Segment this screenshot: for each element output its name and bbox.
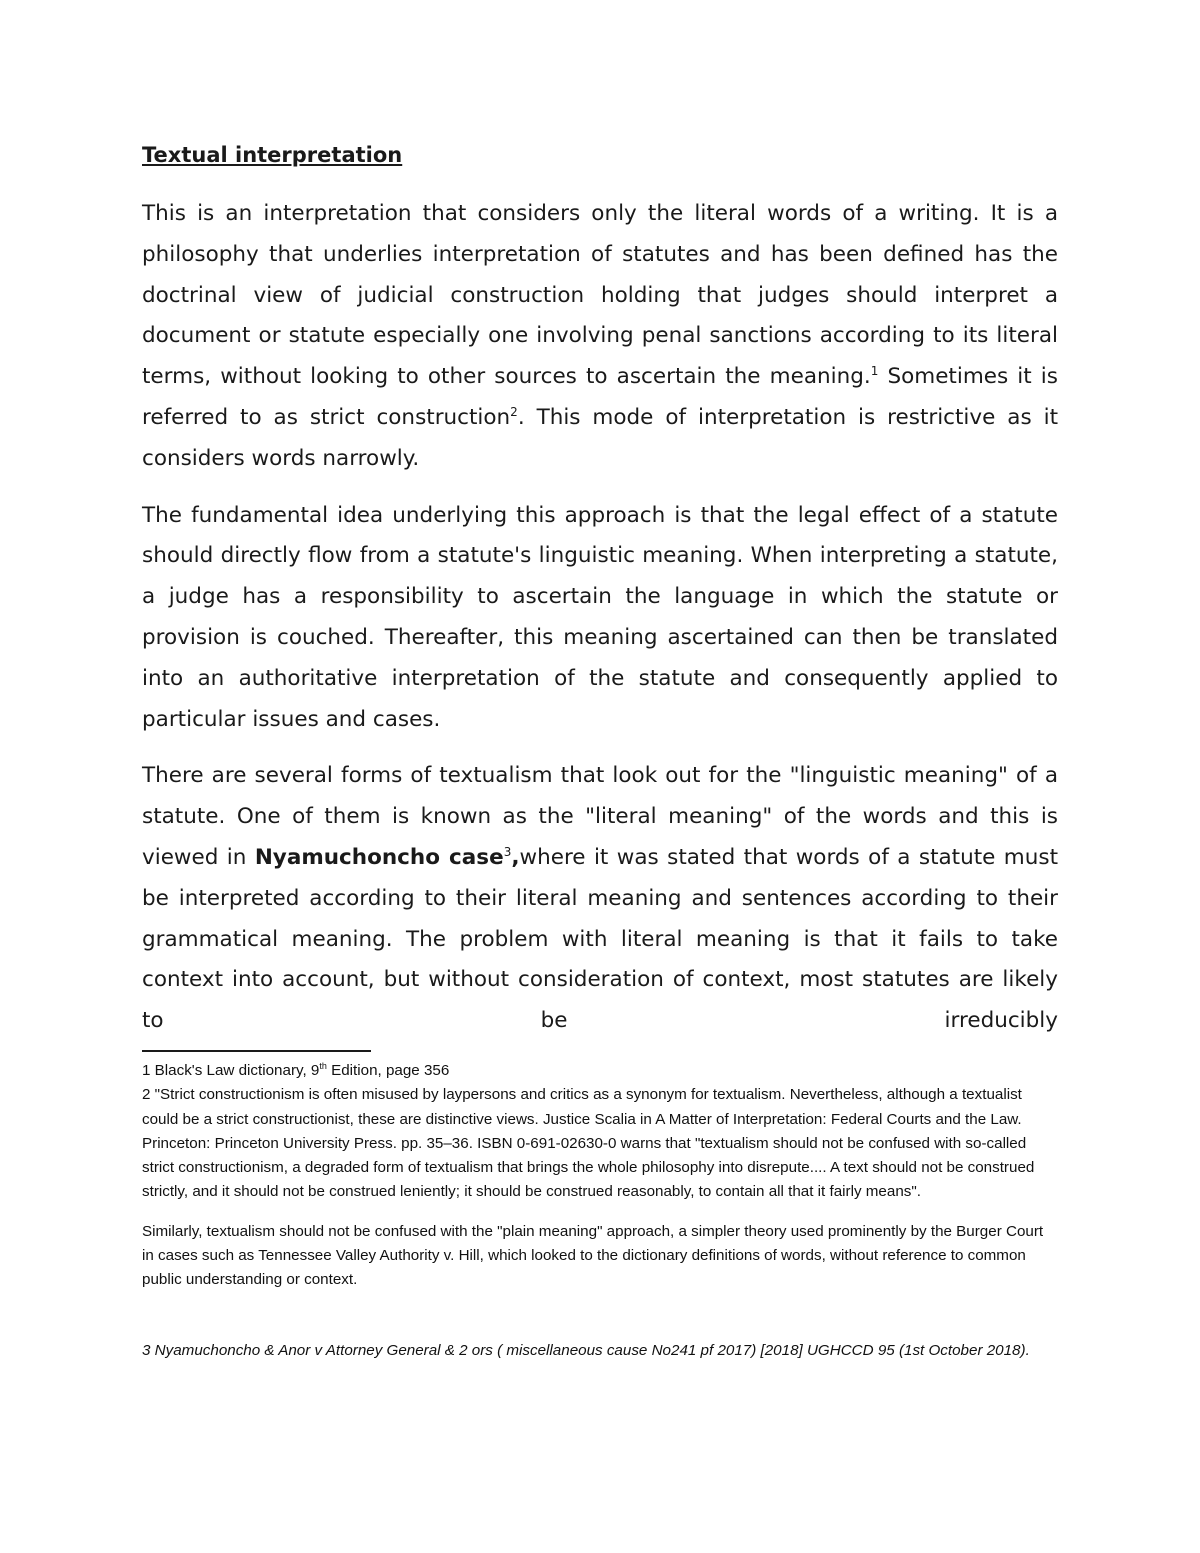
footnote-2-continued: Similarly, textualism should not be confused with the "plain meaning" approach, a simpler theory used prominently by the Burger Court in cases such as Tennessee Valley Authority v. Hill, which looked to the dictionary definitions of words, without reference to common public understanding or context.	[142, 1222, 1044, 1289]
page-title: Textual interpretation	[142, 143, 403, 167]
footnote-ref-1[interactable]: 1	[870, 364, 879, 379]
footnote-1-ordinal: th	[319, 1060, 327, 1071]
footnote-ref-3[interactable]: 3	[503, 844, 512, 859]
paragraph-2: The fundamental idea underlying this approach is that the legal effect of a statute should directly flow from a statute's linguistic meaning. When interpreting a statute, a judge has a responsibility to ascertain the language in which the statute or provision is couched. Thereafter, this meaning ascertained can then be translated into an authoritative interpretation of the statute and consequently applied to particular issues and cases.	[142, 502, 1058, 732]
footnotes	[142, 1059, 1058, 1363]
footnote-1-text-a: 1 Black's Law dictionary, 9	[142, 1062, 320, 1079]
para1-text-c: . This mode of interpretation is restrictive as it considers words narrowly.	[142, 404, 1058, 471]
footnote-2: 2 "Strict constructionism is often misused by laypersons and critics as a synonym for textualism. Nevertheless, although a textualist could be a strict constructionist, these are distinctive views. Justice Scalia in A Matter of Interpretation: Federal Courts and the Law. Princeton: Princeton University Press. pp. 35–36. ISBN 0-691-02630-0 warns that "textualism should not be confused with so-called strict constructionism, a degraded form of textualism that brings the whole philosophy into disrepute.... A text should not be construed strictly, and it should not be construed leniently; it should be construed reasonably, to contain all that it fairly means".	[142, 1086, 1035, 1201]
document-body	[142, 138, 1058, 1042]
para1-text-b: Sometimes it is referred to as strict construction	[142, 364, 1058, 430]
footnote-1	[142, 1059, 1058, 1083]
para3-text-a: There are several forms of textualism that look out for the "linguistic meaning" of a statute. One of them is known as the "literal meaning" of the words and this is viewed in	[142, 763, 1058, 870]
footnote-1-text-b: Edition, page 356	[326, 1062, 450, 1079]
footnote-ref-2[interactable]: 2	[510, 404, 518, 419]
case-name: Nyamuchoncho case	[254, 844, 504, 870]
paragraph-1	[142, 194, 1058, 480]
footnote-3: 3 Nyamuchoncho & Anor v Attorney General & 2 ors ( miscellaneous cause No241 pf 2017) [2018] UGHCCD 95 (1st October 2018).	[142, 1341, 1030, 1359]
case-comma: ,	[511, 844, 520, 870]
para3-text-b: where it was stated that words of a statute must be interpreted according to their literal meaning and sentences according to their grammatical meaning. The problem with literal meaning is that it fails to take context into account, but without consideration of context, most statutes are likely to be irreducibly	[142, 844, 1059, 1034]
paragraph-3	[142, 756, 1058, 1042]
footnote-separator	[142, 1050, 371, 1052]
para1-text-a: This is an interpretation that considers only the literal words of a writing. It is a philosophy that underlies interpretation of statutes and has been defined has the doctrinal view of judicial construction holding that judges should interpret a document or statute especially one involving penal sanctions according to its literal terms, without looking to other sources to ascertain the meaning.	[142, 201, 1058, 390]
